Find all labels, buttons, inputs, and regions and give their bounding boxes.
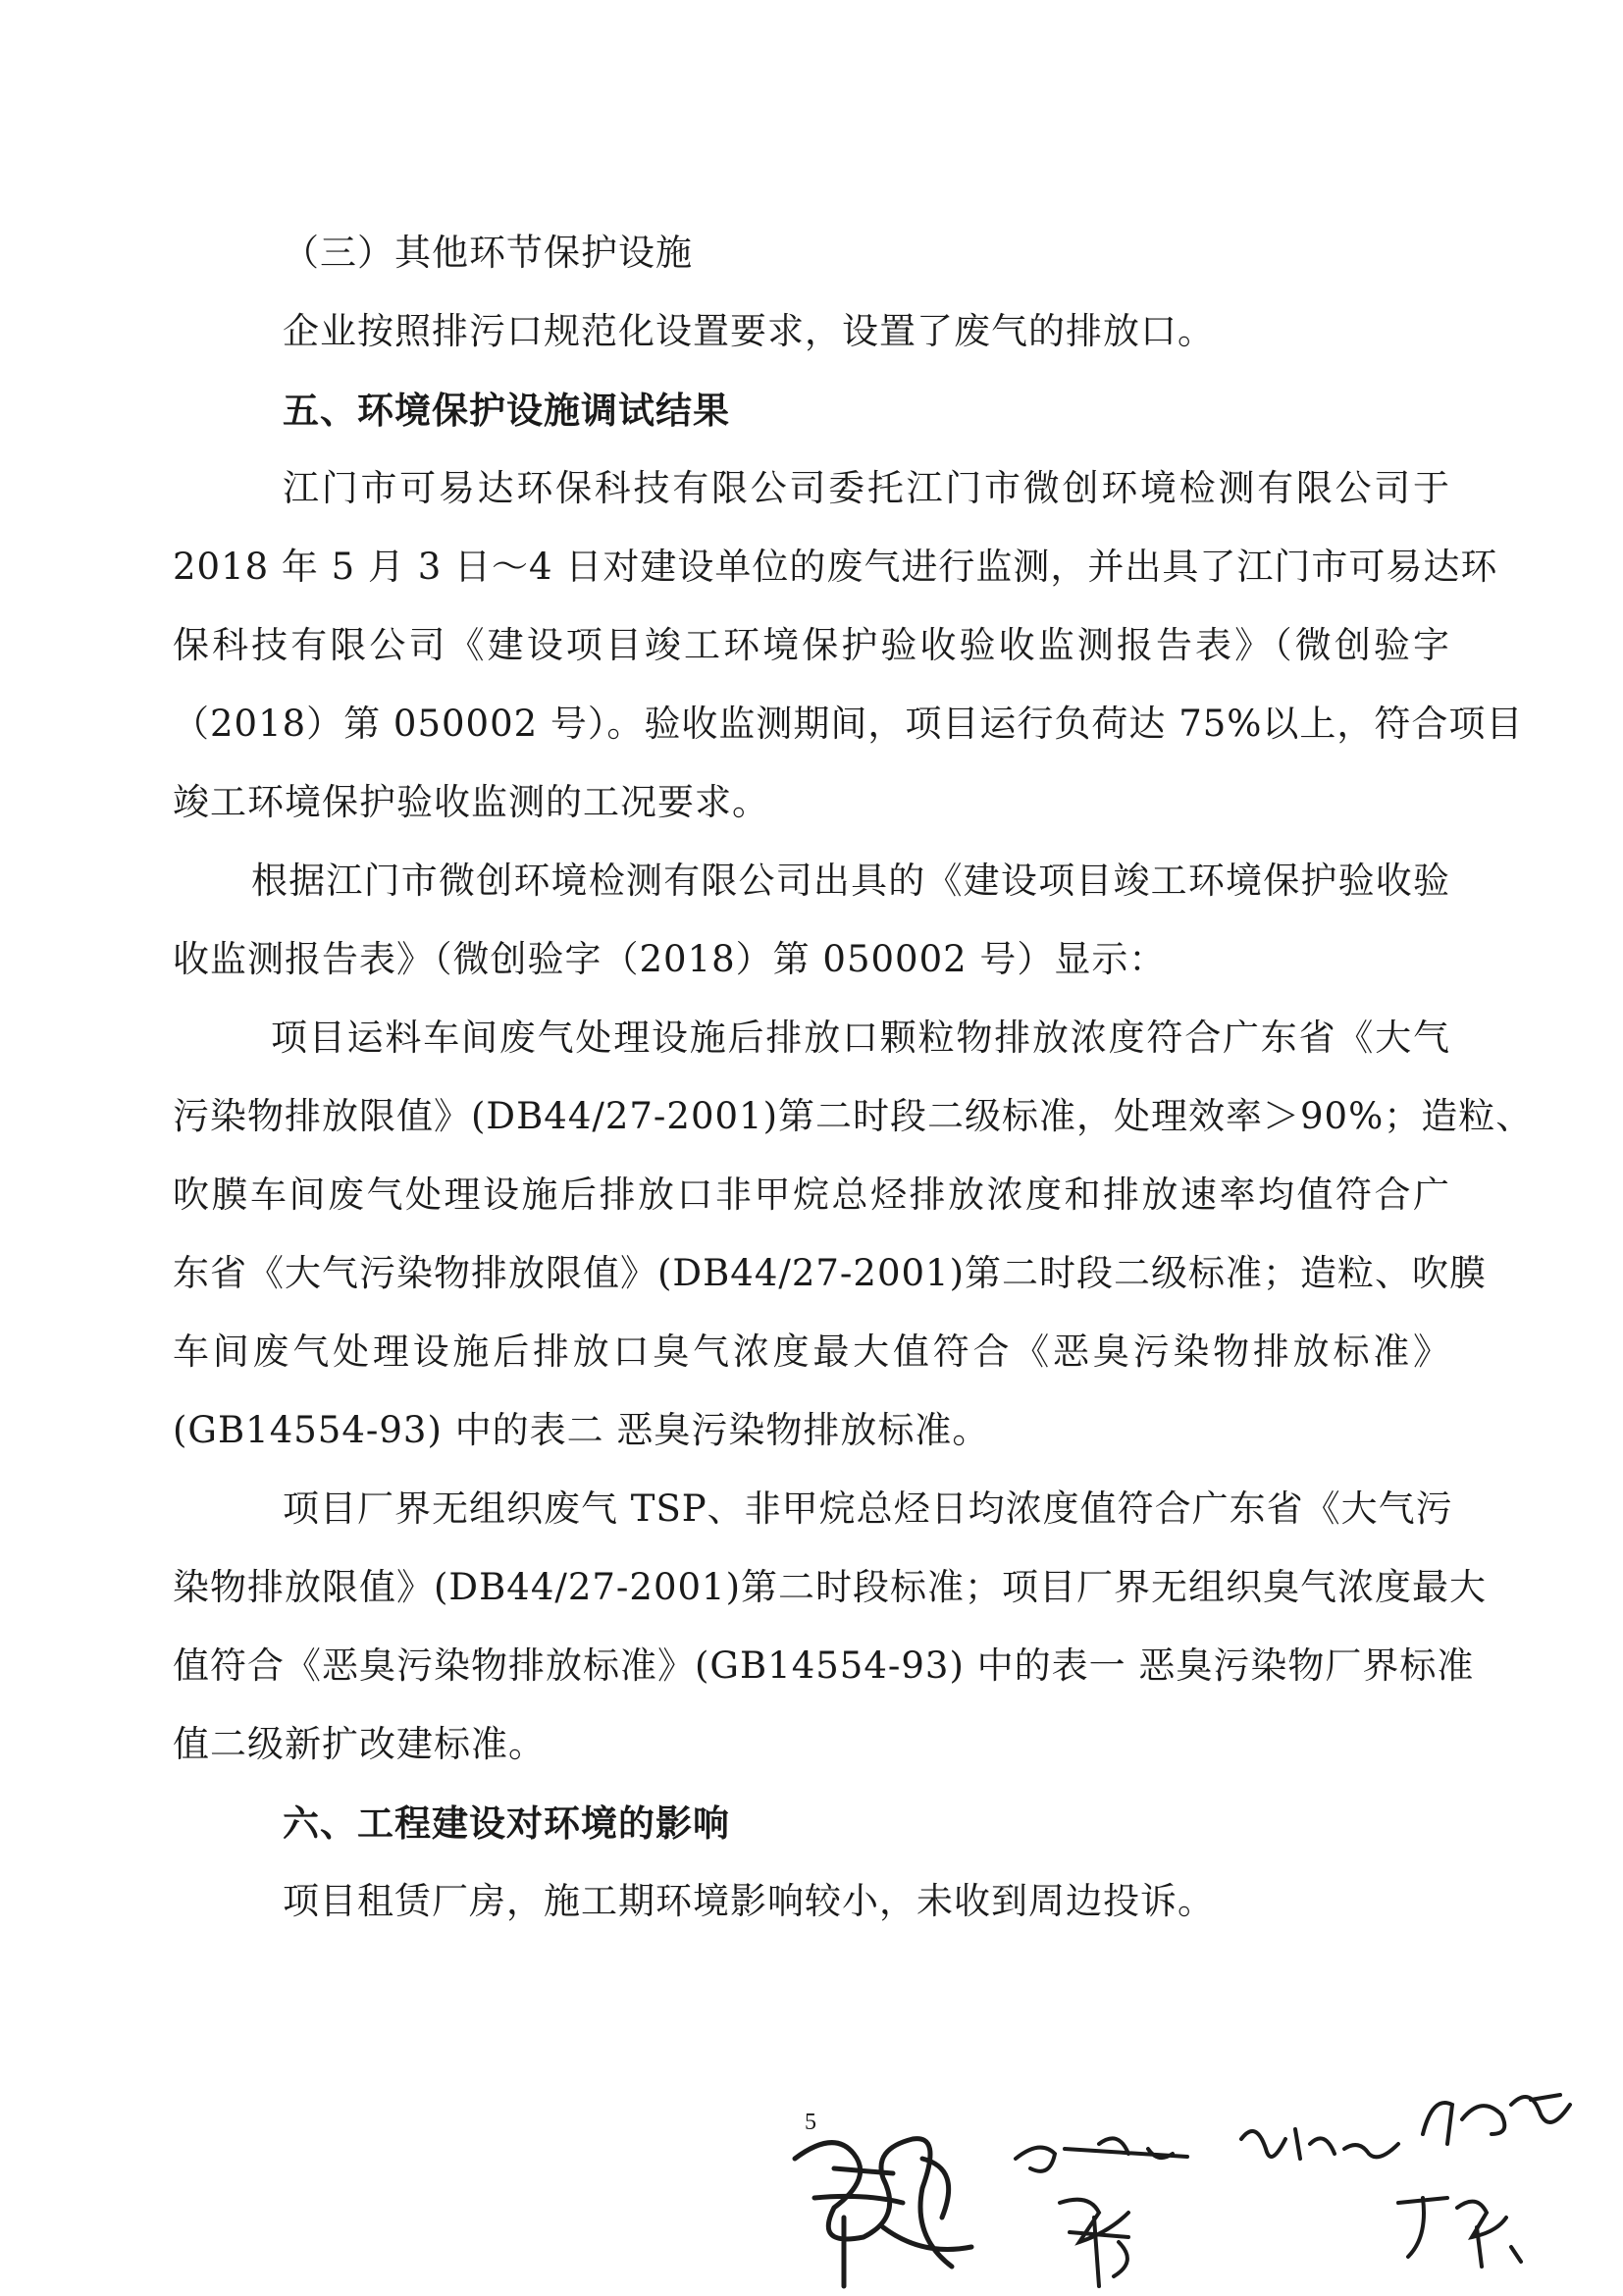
signature-2 bbox=[1011, 2119, 1207, 2188]
paragraph-line: 根据江门市微创环境检测有限公司出具的《建设项目竣工环境保护验收验 bbox=[251, 860, 1450, 902]
signature-4 bbox=[1231, 2110, 1408, 2178]
paragraph-line: 染物排放限值》(DB44/27-2001)第二时段标准；项目厂界无组织臭气浓度最大 bbox=[173, 1566, 1488, 1608]
paragraph-line: 东省《大气污染物排放限值》(DB44/27-2001)第二时段二级标准；造粒、吹膜 bbox=[173, 1252, 1488, 1294]
paragraph-line: （2018）第 050002 号）。验收监测期间，项目运行负荷达 75%以上，符合项目 bbox=[173, 703, 1524, 745]
section-heading-other-protection: （三）其他环节保护设施 bbox=[283, 232, 693, 274]
paragraph-line: 收监测报告表》（微创验字（2018）第 050002 号）显示： bbox=[173, 938, 1167, 980]
paragraph-line: 江门市可易达环保科技有限公司委托江门市微创环境检测有限公司于 bbox=[283, 467, 1450, 509]
paragraph-line: 车间废气处理设施后排放口臭气浓度最大值符合《恶臭污染物排放标准》 bbox=[173, 1331, 1450, 1373]
paragraph-line: 吹膜车间废气处理设施后排放口非甲烷总烃排放浓度和排放速率均值符合广 bbox=[173, 1174, 1450, 1216]
section-heading-results: 五、环境保护设施调试结果 bbox=[283, 389, 730, 432]
paragraph-line: (GB14554-93) 中的表二 恶臭污染物排放标准。 bbox=[173, 1409, 990, 1451]
signature-6 bbox=[1388, 2178, 1545, 2276]
paragraph-line: 项目租赁厂房，施工期环境影响较小，未收到周边投诉。 bbox=[283, 1880, 1215, 1922]
paragraph-line: 2018 年 5 月 3 日～4 日对建设单位的废气进行监测，并出具了江门市可易达环 bbox=[173, 546, 1498, 588]
paragraph-line: 竣工环境保护验收监测的工况要求。 bbox=[173, 781, 769, 823]
paragraph-line: 企业按照排污口规范化设置要求，设置了废气的排放口。 bbox=[283, 310, 1215, 352]
signature-1 bbox=[775, 2100, 1001, 2296]
signature-5 bbox=[1413, 2075, 1590, 2154]
page-number: 5 bbox=[805, 2110, 816, 2135]
paragraph-line: 项目运料车间废气处理设施后排放口颗粒物排放浓度符合广东省《大气 bbox=[271, 1017, 1450, 1059]
paragraph-line: 值二级新扩改建标准。 bbox=[173, 1723, 546, 1765]
paragraph-line: 保科技有限公司《建设项目竣工环境保护验收验收监测报告表》（微创验字 bbox=[173, 624, 1450, 666]
paragraph-line: 值符合《恶臭污染物排放标准》(GB14554-93) 中的表一 恶臭污染物厂界标准 bbox=[173, 1644, 1475, 1687]
paragraph-line: 项目厂界无组织废气 TSP、非甲烷总烃日均浓度值符合广东省《大气污 bbox=[283, 1487, 1453, 1530]
paragraph-line: 污染物排放限值》(DB44/27-2001)第二时段二级标准，处理效率＞90%；造粒、 bbox=[173, 1095, 1534, 1137]
document-body bbox=[173, 214, 1534, 1941]
signature-3 bbox=[1040, 2183, 1158, 2291]
section-heading-impact: 六、工程建设对环境的影响 bbox=[283, 1801, 730, 1845]
